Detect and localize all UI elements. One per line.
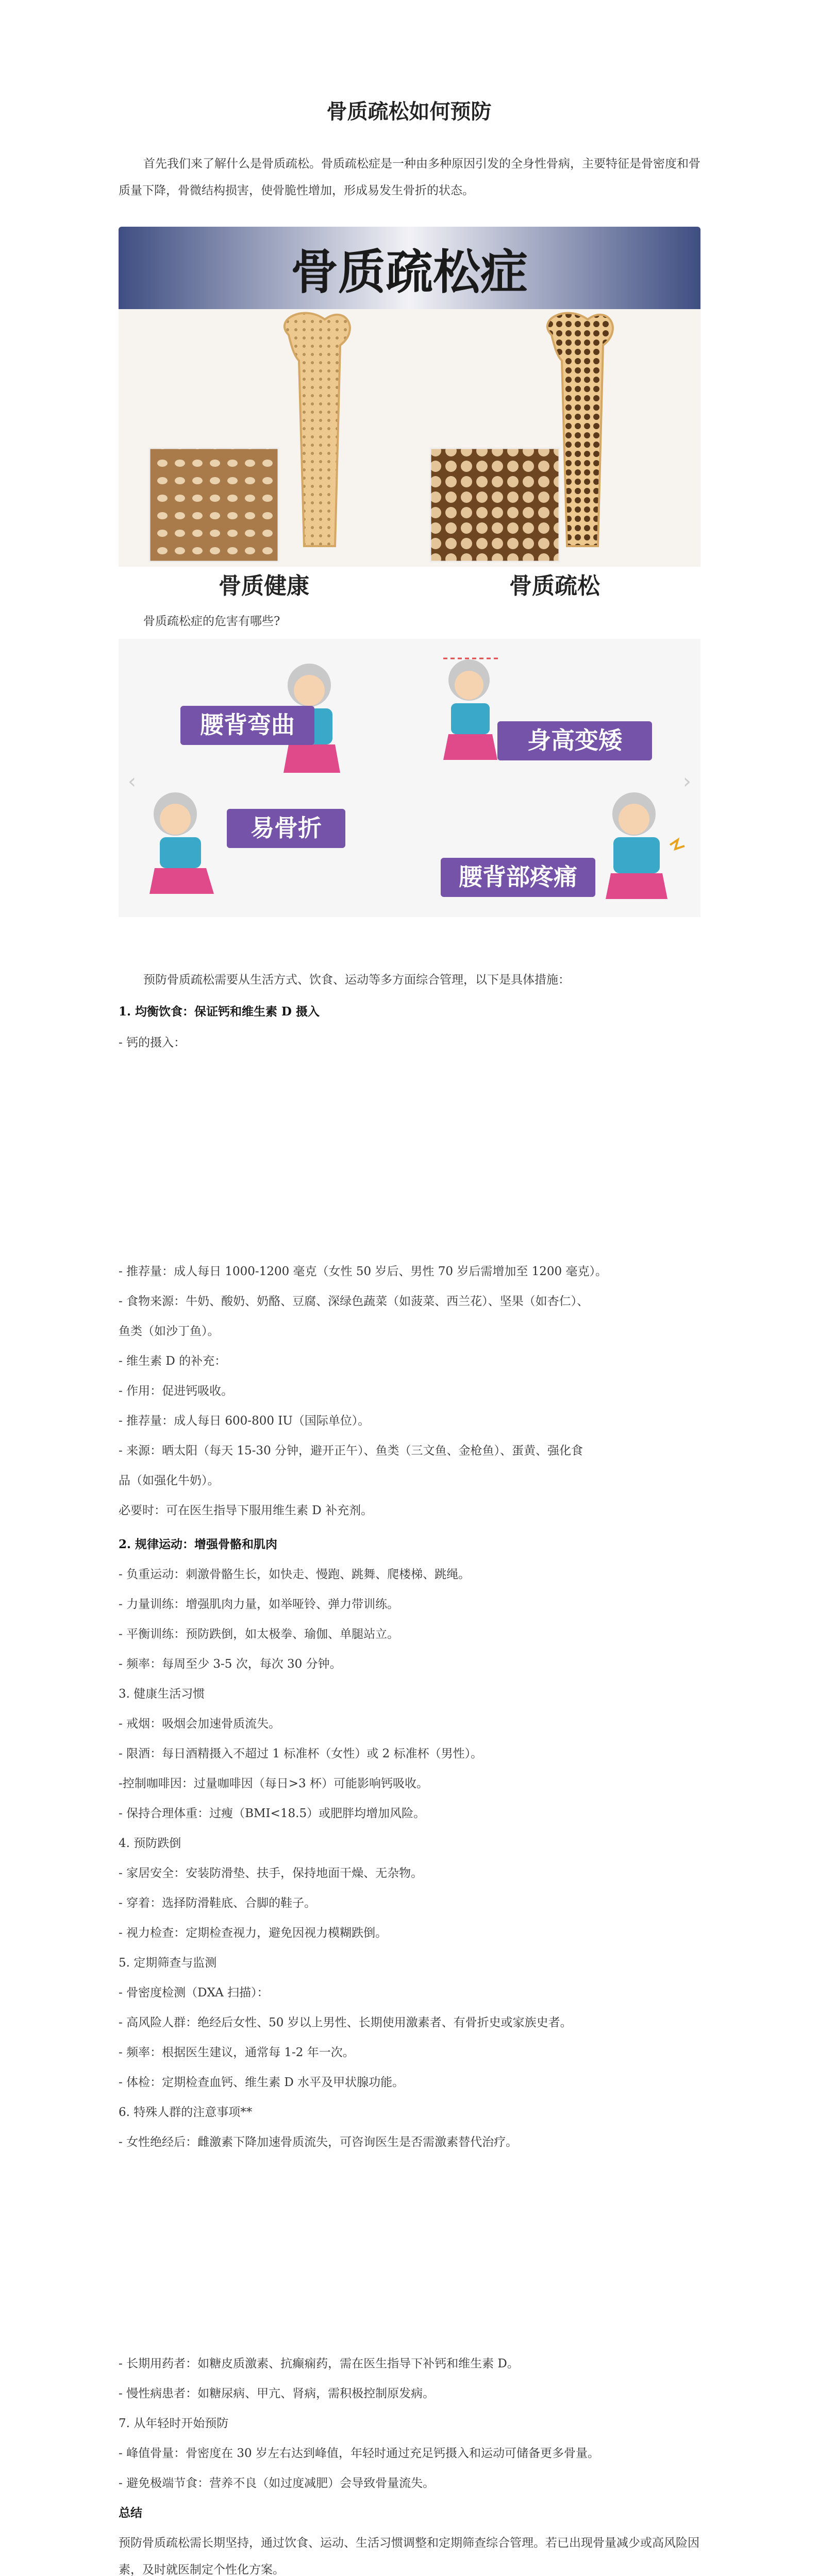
osteoporosis-banner-image bbox=[119, 227, 700, 602]
s2-line-13: 5. 定期筛查与监测 bbox=[119, 1956, 217, 1970]
hazards-illustration bbox=[119, 639, 700, 917]
s2-line-16: - 频率：根据医生建议，通常每 1-2 年一次。 bbox=[119, 2046, 355, 2059]
s2-line-15: - 高风险人群：绝经后女性、50 岁以上男性、长期使用激素者、有骨折史或家族史者。 bbox=[119, 2016, 572, 2029]
s2-line-14: - 骨密度检测（DXA 扫描）： bbox=[119, 1986, 269, 1999]
healthy-femur-shape bbox=[285, 313, 350, 546]
s6-line-0: - 长期用药者：如糖皮质激素、抗癫痫药，需在医生指导下补钙和维生素 D。 bbox=[119, 2357, 519, 2370]
s1-line-5: - 推荐量：成人每日 600-800 IU（国际单位）。 bbox=[119, 1414, 370, 1428]
carousel-left-arrow-icon: ‹ bbox=[128, 770, 136, 793]
hazard-label-2: 身高变矮 bbox=[527, 726, 622, 754]
s2-line-3: - 频率：每周至少 3-5 次，每次 30 分钟。 bbox=[119, 1657, 342, 1671]
hazard-label-4: 腰背部疼痛 bbox=[459, 863, 577, 891]
s6-line-1: - 慢性病患者：如糖尿病、甲亢、肾病，需积极控制原发病。 bbox=[119, 2387, 435, 2400]
s2-line-5: - 戒烟：吸烟会加速骨质流失。 bbox=[119, 1717, 281, 1731]
healthy-tissue-closeup bbox=[149, 448, 278, 562]
s1-line-0: - 推荐量：成人每日 1000-1200 毫克（女性 50 岁后、男性 70 岁后需增加至 1200 毫克）。 bbox=[119, 1265, 607, 1278]
hazard-question: 骨质疏松症的危害有哪些? bbox=[143, 615, 280, 628]
s2-line-11: - 穿着：选择防滑鞋底、合脚的鞋子。 bbox=[119, 1896, 316, 1910]
s2-line-9: 4. 预防跌倒 bbox=[119, 1837, 181, 1850]
s2-line-10: - 家居安全：安装防滑垫、扶手，保持地面干燥、无杂物。 bbox=[119, 1867, 423, 1880]
banner-heading: 骨质疏松症 bbox=[290, 245, 528, 300]
hazards-cartoon bbox=[119, 639, 700, 917]
summary-paragraph: 预防骨质疏松需长期坚持，通过饮食、运动、生活习惯调整和定期筛查综合管理。若已出现骨量减少或高风险因素，及时就医制定个性化方案。 bbox=[119, 2536, 699, 2576]
prevention-intro: 预防骨质疏松需要从生活方式、饮食、运动等多方面综合管理，以下是具体措施： bbox=[143, 973, 570, 987]
intro-paragraph: 首先我们来了解什么是骨质疏松。骨质疏松症是一种由多种原因引发的全身性骨病，主要特征是骨密度和骨质量下降，骨微结构损害，使骨脆性增加，形成易发生骨折的状态。 bbox=[119, 157, 700, 197]
s1-line-3: - 维生素 D 的补充： bbox=[119, 1354, 227, 1368]
s2-line-6: - 限酒：每日酒精摄入不超过 1 标准杯（女性）或 2 标准杯（男性）。 bbox=[119, 1747, 483, 1760]
s6-line-3: - 峰值骨量：骨密度在 30 岁左右达到峰值，年轻时通过充足钙摄入和运动可储备更多骨量。 bbox=[119, 2447, 599, 2460]
section-1-heading: 1. 均衡饮食：保证钙和维生素 D 摄入 bbox=[119, 1005, 320, 1019]
s2-line-12: - 视力检查：定期检查视力，避免因视力模糊跌倒。 bbox=[119, 1926, 388, 1940]
label-healthy: 骨质健康 bbox=[219, 573, 309, 599]
section-2-heading: 2. 规律运动：增强骨骼和肌肉 bbox=[119, 1537, 278, 1551]
s2-line-4: 3. 健康生活习惯 bbox=[119, 1687, 205, 1701]
s6-line-2: 7. 从年轻时开始预防 bbox=[119, 2417, 229, 2430]
s2-line-17: - 体检：定期检查血钙、维生素 D 水平及甲状腺功能。 bbox=[119, 2076, 405, 2089]
s2-line-2: - 平衡训练：预防跌倒，如太极拳、瑜伽、单腿站立。 bbox=[119, 1628, 399, 1641]
s2-line-1: - 力量训练：增强肌肉力量，如举哑铃、弹力带训练。 bbox=[119, 1598, 399, 1611]
s2-line-0: - 负重运动：刺激骨骼生长，如快走、慢跑、跳舞、爬楼梯、跳绳。 bbox=[119, 1568, 471, 1581]
s6-line-4: - 避免极端节食：营养不良（如过度减肥）会导致骨量流失。 bbox=[119, 2477, 435, 2490]
s1-line-1: - 食物来源：牛奶、酸奶、奶酪、豆腐、深绿色蔬菜（如菠菜、西兰花）、坚果（如杏仁）、 bbox=[119, 1295, 589, 1308]
hazard-label-1: 腰背弯曲 bbox=[200, 711, 295, 739]
calcium-intake-label: - 钙的摄入： bbox=[119, 1036, 186, 1049]
summary-heading: 总结 bbox=[119, 2506, 142, 2520]
s1-line-2: 鱼类（如沙丁鱼）。 bbox=[119, 1325, 220, 1338]
s2-line-18: 6. 特殊人群的注意事项** bbox=[119, 2106, 253, 2119]
porous-tissue-closeup bbox=[430, 448, 559, 562]
s2-line-19: - 女性绝经后：雌激素下降加速骨质流失，可咨询医生是否需激素替代治疗。 bbox=[119, 2136, 518, 2149]
s1-line-8: 必要时：可在医生指导下服用维生素 D 补充剂。 bbox=[119, 1504, 373, 1517]
s2-line-7: -控制咖啡因：过量咖啡因（每日>3 杯）可能影响钙吸收。 bbox=[119, 1777, 428, 1790]
s2-line-8: - 保持合理体重：过瘦（BMI<18.5）或肥胖均增加风险。 bbox=[119, 1807, 426, 1820]
hazard-label-3: 易骨折 bbox=[251, 814, 322, 842]
s1-line-6: - 来源：晒太阳（每天 15-30 分钟，避开正午）、鱼类（三文鱼、金枪鱼）、蛋黄、强化食 bbox=[119, 1444, 583, 1458]
label-osteoporosis: 骨质疏松 bbox=[509, 573, 600, 599]
s1-line-4: - 作用：促进钙吸收。 bbox=[119, 1384, 233, 1398]
carousel-right-arrow-icon: › bbox=[683, 770, 691, 793]
bone-comparison-illustration bbox=[119, 227, 700, 602]
page-title: 骨质疏松如何预防 bbox=[326, 99, 492, 124]
s1-line-7: 品（如强化牛奶）。 bbox=[119, 1474, 220, 1487]
